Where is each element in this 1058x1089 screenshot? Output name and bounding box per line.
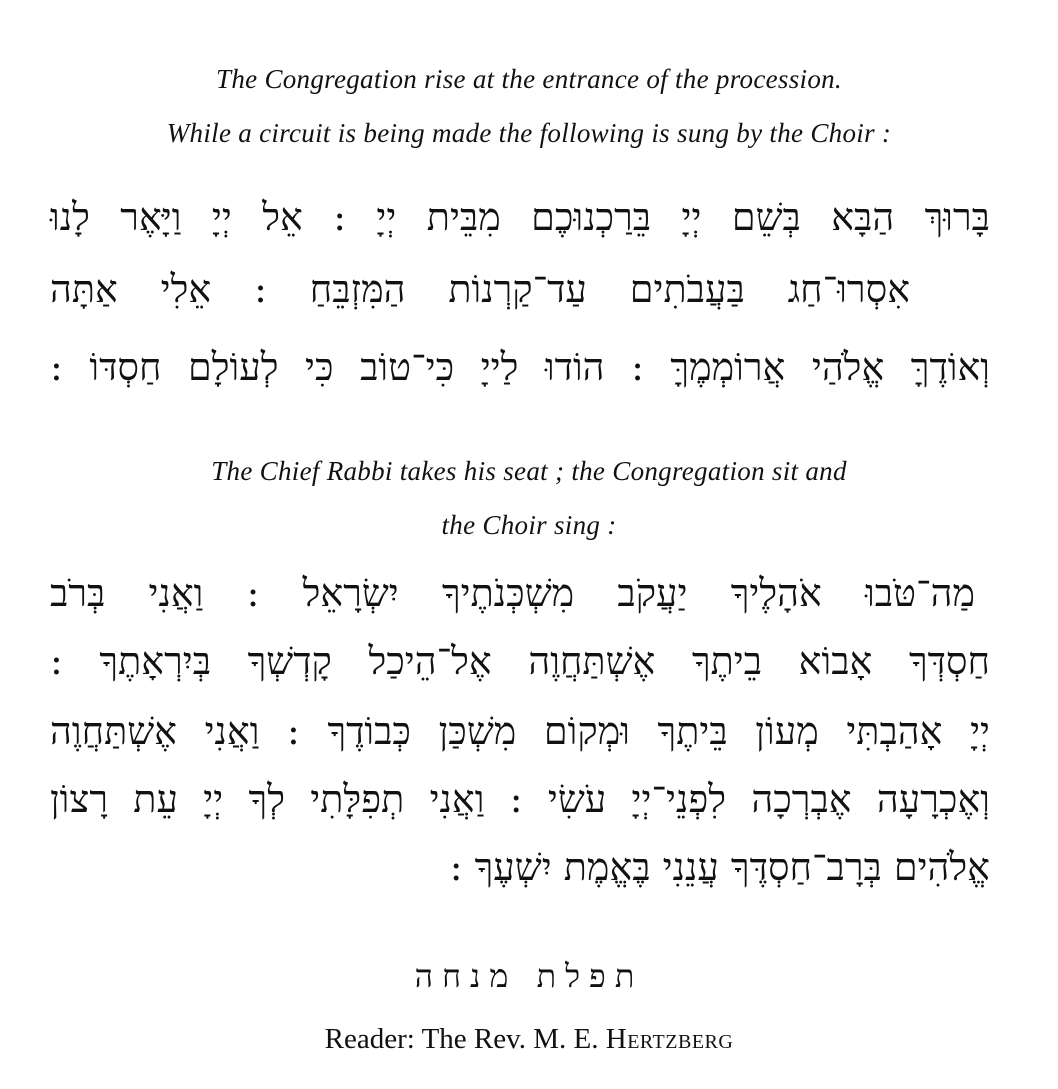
hebrew-verse-line: אִסְרוּ־חַג בַּעֲבֹתִים עַד־קַרְנוֹת הַמִּזְבֵּחַ : אֵלִי אַתָּה bbox=[50, 267, 910, 311]
reader-credit bbox=[0, 1025, 1058, 1054]
hebrew-verse-line: חַסְדְּךָ אָבוֹא בֵיתֶךָ אֶשְׁתַּחֲוֶה אֶל־הֵיכַל קָדְשְׁךָ בְּיִרְאָתֶךָ : bbox=[50, 639, 990, 683]
hebrew-verse-line: בָּרוּךְ הַבָּא בְּשֵׁם יְיָ בֵּרַכְנוּכֶם מִבֵּית יְיָ : אֵל יְיָ וַיָּאֶר לָנוּ bbox=[50, 195, 990, 239]
hebrew-verse-line: אֱלֹהִים בְּרָב־חַסְדֶּךָ עֲנֵנִי בֶּאֱמֶת יִשְׁעֶךָ : bbox=[449, 845, 990, 889]
hebrew-verse-line: מַה־טֹּבוּ אֹהָלֶיךָ יַעֲקֹב מִשְׁכְּנֹתֶיךָ יִשְׂרָאֵל : וַאֲנִי בְּרֹב bbox=[50, 571, 975, 615]
service-title: תפלת מנחה bbox=[414, 957, 644, 995]
reader-name: Hertzberg bbox=[605, 1023, 734, 1055]
reader-prefix: Reader: The Rev. M. E. bbox=[324, 1023, 606, 1055]
rubric-line: The Congregation rise at the entrance of the procession. bbox=[216, 64, 842, 94]
hebrew-verse-line: יְיָ אָהַבְתִּי מְעוֹן בֵּיתֶךָ וּמְקוֹם מִשְׁכַּן כְּבוֹדֶךָ : וַאֲנִי אֶשְׁתַּחֲוֶה bbox=[50, 709, 990, 753]
rubric-line: The Chief Rabbi takes his seat ; the Congregation sit and bbox=[211, 456, 847, 486]
rubric-line: the Choir sing : bbox=[441, 510, 617, 540]
rubric-line: While a circuit is being made the following is sung by the Choir : bbox=[166, 118, 892, 148]
hebrew-verse-line: וְאוֹדֶךָּ אֱלֹהַי אֲרוֹמְמֶךָּ : הוֹדוּ לַייָ כִּי־טוֹב כִּי לְעוֹלָם חַסְדּוֹ : bbox=[50, 345, 990, 389]
hebrew-verse-line: וְאֶכְרָעָה אֶבְרְכָה לִפְנֵי־יְיָ עֹשִׂי : וַאֲנִי תְפִלָּתִי לְךָ יְיָ עֵת רָצוֹן bbox=[50, 777, 990, 821]
